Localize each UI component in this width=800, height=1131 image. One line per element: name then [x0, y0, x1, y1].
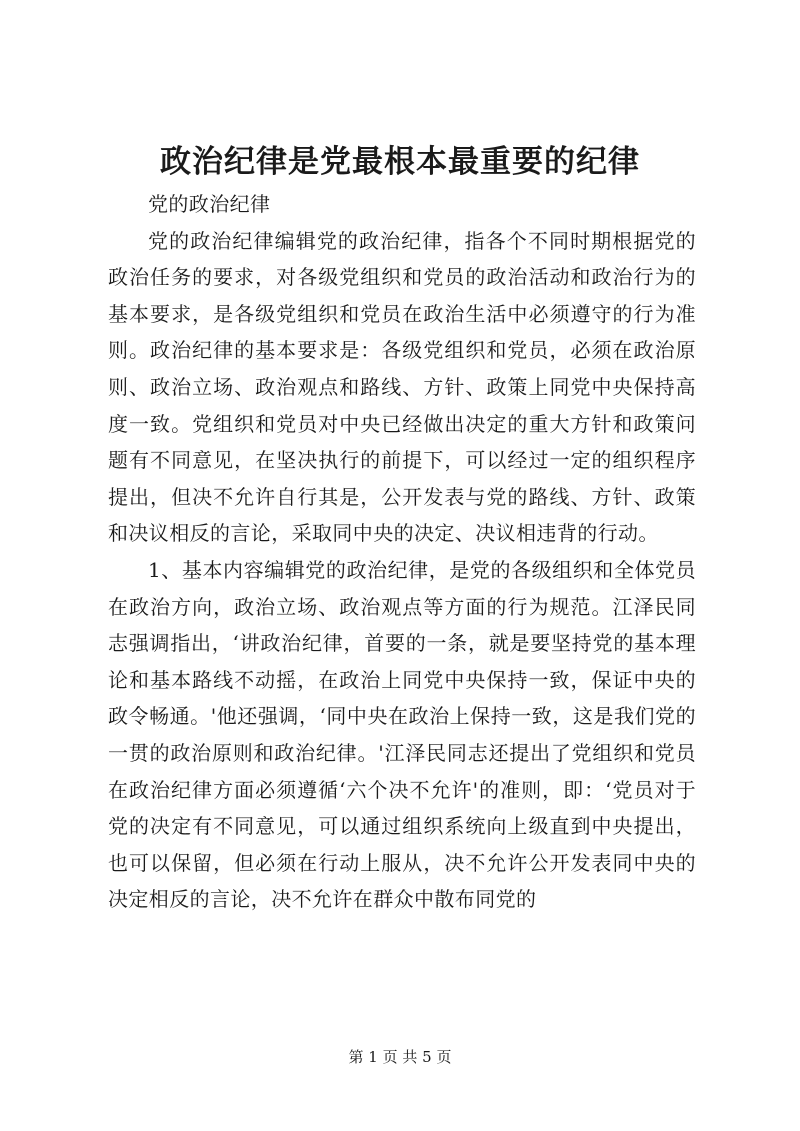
paragraph: 1、基本内容编辑党的政治纪律，是党的各级组织和全体党员在政治方向，政治立场、政治观点等方面的行为规范。江泽民同志强调指出，‘讲政治纪律，首要的一条，就是要坚持党的基本理论和基本路线不动摇，在政治上同党中央保持一致，保证中央的政令畅通。'他还强调，‘同中央在政治上保持一致，这是我们党的一贯的政治原则和政治纪律。'江泽民同志还提出了党组织和党员在政治纪律方面必须遵循‘六个决不允许'的准则，即：‘党员对于党的决定有不同意见，可以通过组织系统向上级直到中央提出，也可以保留，但必须在行动上服从，决不允许公开发表同中央的决定相反的言论，决不允许在群众中散布同党的	[108, 557, 696, 912]
paragraph: 党的政治纪律编辑党的政治纪律，指各个不同时期根据党的政治任务的要求，对各级党组织和党员的政治活动和政治行为的基本要求，是各级党组织和党员在政治生活中必须遵守的行为准则。政治纪律的基本要求是：各级党组织和党员，必须在政治原则、政治立场、政治观点和路线、方针、政策上同党中央保持高度一致。党组织和党员对中央已经做出决定的重大方针和政策问题有不同意见，在坚决执行的前提下，可以经过一定的组织程序提出，但决不允许自行其是，公开发表与党的路线、方针、政策和决议相反的言论，采取同中央的决定、决议相违背的行动。	[108, 228, 696, 546]
document-body	[108, 186, 696, 918]
section-heading: 党的政治纪律	[148, 192, 271, 216]
page-number-footer: 第 1 页 共 5 页	[348, 1048, 452, 1066]
document-title: 政治纪律是党最根本最重要的纪律	[160, 144, 640, 180]
